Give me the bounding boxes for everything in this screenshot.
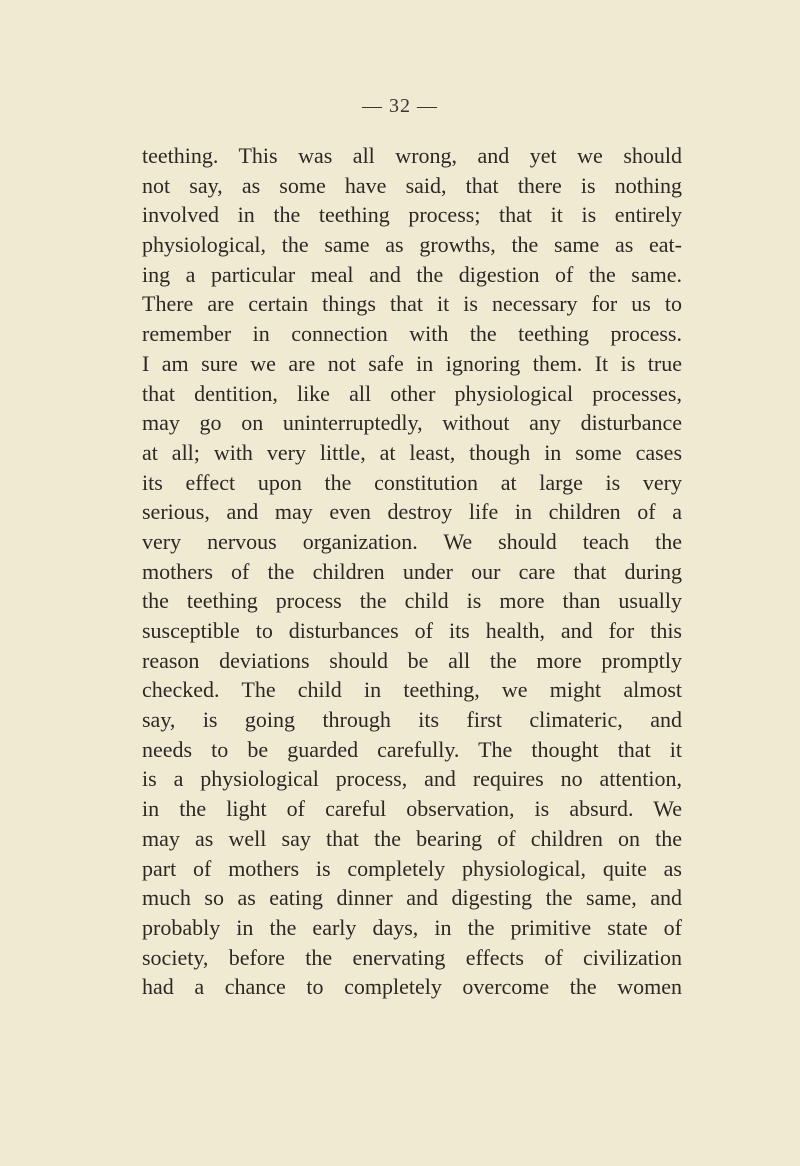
text-line: involved in the teething process; that it is entirely (142, 202, 682, 228)
text-line: that dentition, like all other physiological processes, (142, 380, 682, 406)
text-line: not say, as some have said, that there is nothing (142, 172, 682, 198)
text-line: the teething process the child is more than usually (142, 588, 682, 614)
text-line: There are certain things that it is necessary for us to (142, 291, 682, 317)
text-line: teething. This was all wrong, and yet we should (142, 143, 682, 168)
text-line: may as well say that the bearing of children on the (142, 825, 682, 851)
text-line: ing a particular meal and the digestion of the same. (142, 261, 682, 287)
text-line: reason deviations should be all the more promptly (142, 647, 682, 673)
body-text (142, 141, 682, 1002)
text-line: susceptible to disturbances of its health, and for this (142, 618, 682, 643)
text-line: much so as eating dinner and digesting the same, and (142, 885, 682, 911)
text-line: remember in connection with the teething process. (142, 321, 682, 347)
text-line: at all; with very little, at least, though in some cases (142, 439, 682, 465)
text-line: serious, and may even destroy life in children of a (142, 499, 682, 525)
text-line: checked. The child in teething, we might almost (142, 677, 682, 703)
text-line: mothers of the children under our care that during (142, 558, 682, 584)
text-line: part of mothers is completely physiological, quite as (142, 855, 682, 881)
text-line: society, before the enervating effects of civilization (142, 944, 682, 970)
text-line: needs to be guarded carefully. The thought that it (142, 736, 682, 762)
text-line: may go on uninterruptedly, without any disturbance (142, 410, 682, 436)
text-line: had a chance to completely overcome the women (142, 974, 682, 1000)
page-number: — 32 — (362, 95, 438, 117)
text-line: in the light of careful observation, is absurd. We (142, 796, 682, 822)
text-line: say, is going through its first climateric, and (142, 707, 682, 733)
text-line: probably in the early days, in the primitive state of (142, 914, 682, 940)
text-line: physiological, the same as growths, the same as eat- (142, 232, 682, 258)
text-line: very nervous organization. We should teach the (142, 528, 682, 554)
text-line: its effect upon the constitution at large is very (142, 469, 682, 495)
text-line: is a physiological process, and requires no attention, (142, 766, 682, 792)
text-line: I am sure we are not safe in ignoring them. It is true (142, 350, 682, 376)
